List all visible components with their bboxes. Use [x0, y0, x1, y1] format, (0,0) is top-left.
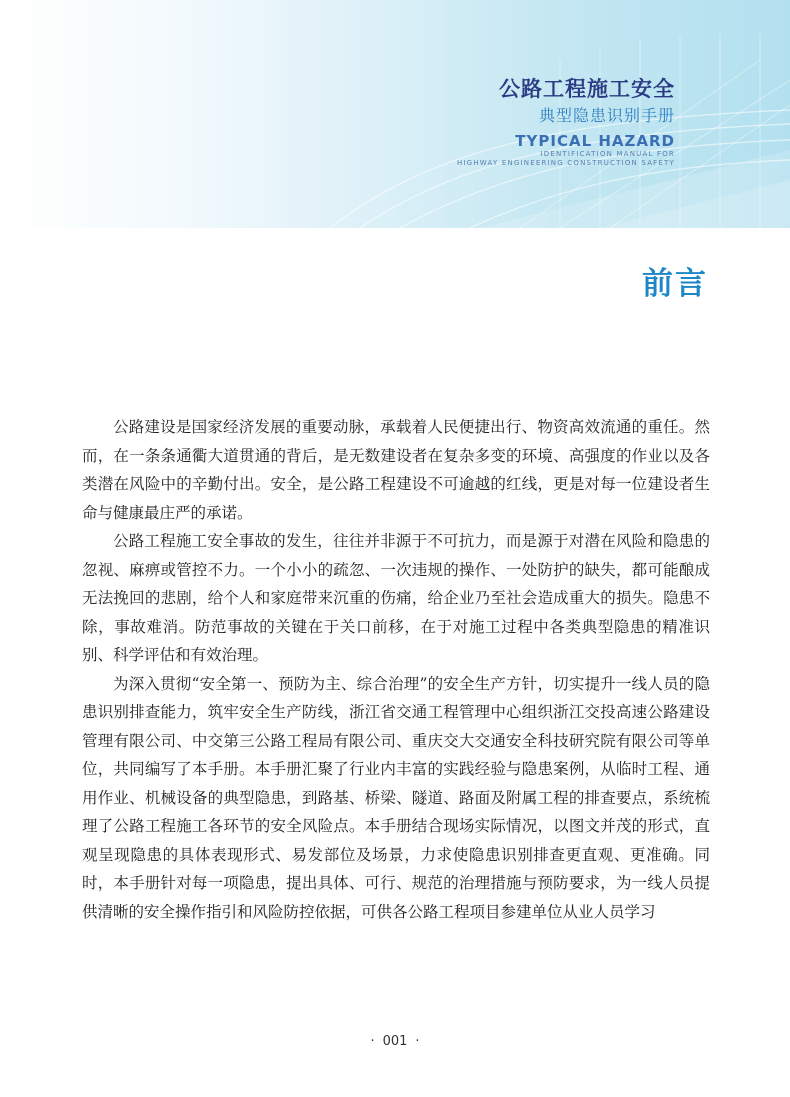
english-subtitle-line1: IDENTIFICATION MANUAL FOR	[540, 150, 675, 158]
page-number	[0, 1034, 790, 1049]
handbook-title: 公路工程施工安全	[499, 77, 675, 101]
handbook-title-block	[457, 76, 675, 168]
preface-heading: 前言	[642, 266, 708, 302]
paragraph: 为深入贯彻“安全第一、预防为主、综合治理”的安全生产方针，切实提升一线人员的隐患识别排查能力，筑牢安全生产防线，浙江省交通工程管理中心组织浙江交投高速公路建设管理有限公司、中交第三公路工程局有限公司、重庆交大交通安全科技研究院有限公司等单位，共同编写了本手册。本手册汇聚了行业内丰富的实践经验与隐患案例，从临时工程、通用作业、机械设备的典型隐患，到路基、桥梁、隧道、路面及附属工程的排查要点，系统梳理了公路工程施工各环节的安全风险点。本手册结合现场实际情况，以图文并茂的形式，直观呈现隐患的具体表现形式、易发部位及场景，力求使隐患识别排查更直观、更准确。同时，本手册针对每一项隐患，提出具体、可行、规范的治理措施与预防要求，为一线人员提供清晰的安全操作指引和风险防控依据，可供各公路工程项目参建单位从业人员学习	[82, 674, 710, 921]
english-title: TYPICAL HAZARD	[515, 132, 675, 150]
paragraph: 公路建设是国家经济发展的重要动脉，承载着人民便捷出行、物资高效流通的重任。然而，在一条条通衢大道贯通的背后，是无数建设者在复杂多变的环境、高强度的作业以及各类潜在风险中的辛勤付出。安全，是公路工程建设不可逾越的红线，更是对每一位建设者生命与健康最庄严的承诺。	[82, 418, 710, 522]
preface-body	[82, 413, 710, 926]
page-number-value: 001	[382, 1034, 408, 1049]
bullet-dot-icon: ·	[415, 1034, 420, 1049]
handbook-subtitle: 典型隐患识别手册	[538, 106, 675, 125]
bullet-dot-icon: ·	[370, 1034, 375, 1049]
english-subtitle-line2: HIGHWAY ENGINEERING CONSTRUCTION SAFETY	[456, 159, 675, 167]
paragraph: 公路工程施工安全事故的发生，往往并非源于不可抗力，而是源于对潜在风险和隐患的忽视、麻痹或管控不力。一个小小的疏忽、一次违规的操作、一处防护的缺失，都可能酿成无法挽回的悲剧，给个人和家庭带来沉重的伤痛，给企业乃至社会造成重大的损失。隐患不除，事故难消。防范事故的关键在于关口前移，在于对施工过程中各类典型隐患的精准识别、科学评估和有效治理。	[82, 532, 710, 664]
header-band	[0, 0, 790, 228]
